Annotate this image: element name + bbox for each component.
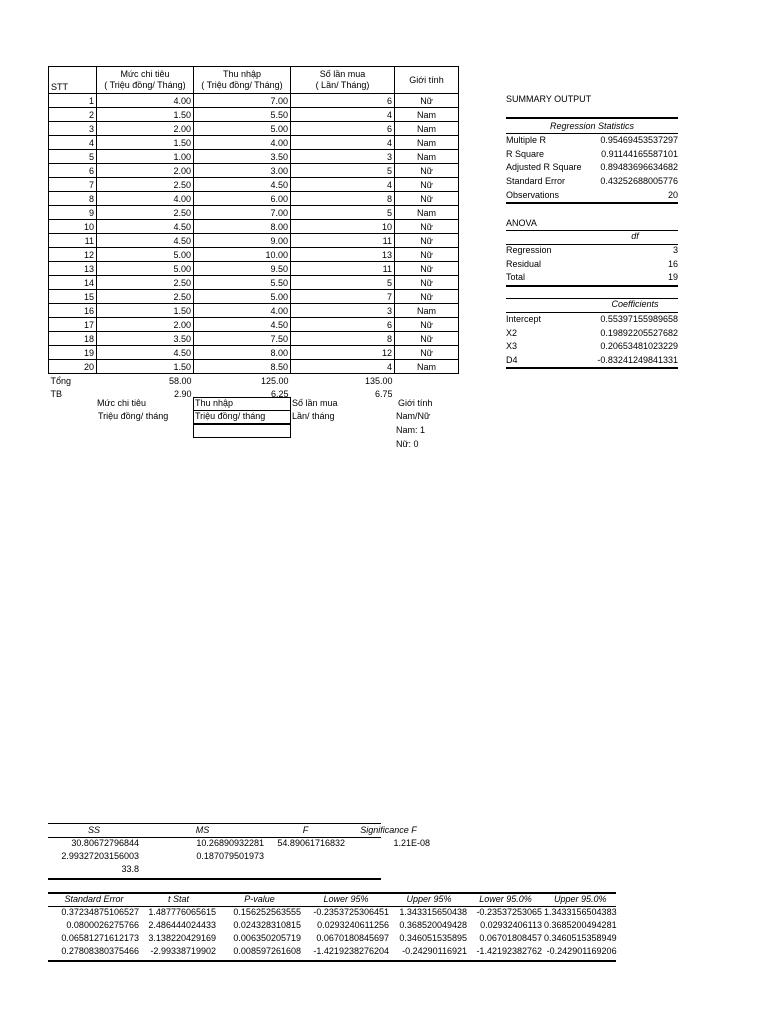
note-income-label: Thu nhập	[195, 398, 234, 408]
anova-detail-row	[48, 850, 431, 863]
coef-detail-cell: 0.024328310815	[233, 920, 301, 930]
coef-detail-cell: 0.368520049428	[399, 920, 467, 930]
row-spending: 1.00	[97, 150, 194, 164]
coef-row	[506, 340, 678, 353]
row-income: 3.50	[194, 150, 291, 164]
coef-detail-header: t Stat	[167, 894, 189, 904]
coef-detail-cell: 0.0800026275766	[66, 920, 139, 930]
row-purchases: 13	[291, 248, 395, 262]
anova-label: Regression	[506, 245, 552, 255]
row-purchases: 3	[291, 150, 395, 164]
anova-row	[506, 244, 678, 257]
row-income: 10.00	[194, 248, 291, 262]
row-stt: 10	[49, 220, 97, 234]
coef-bottom-rule	[506, 367, 678, 369]
coef-value: 0.19892205527682	[600, 327, 678, 338]
row-purchases: 4	[291, 360, 395, 374]
table-row	[49, 94, 459, 108]
coef-detail-cell: -0.24290116921	[402, 946, 467, 956]
row-purchases: 7	[291, 290, 395, 304]
row-gender: Nữ	[395, 164, 459, 178]
row-gender: Nữ	[395, 234, 459, 248]
regstat-value: 0.43252688005776	[600, 176, 678, 187]
row-spending: 2.50	[97, 290, 194, 304]
header-purchases-line2: ( Lần/ Tháng)	[315, 80, 370, 90]
row-purchases: 4	[291, 136, 395, 150]
table-row	[49, 150, 459, 164]
table-row	[49, 262, 459, 276]
data-table	[48, 66, 459, 400]
row-purchases: 4	[291, 108, 395, 122]
row-gender: Nam	[395, 108, 459, 122]
header-stt: STT	[49, 67, 97, 94]
coef-detail-cell: 0.06581271612173	[61, 933, 139, 943]
anova-detail-cell: 30.80672796844	[71, 838, 139, 848]
row-gender: Nữ	[395, 94, 459, 108]
row-gender: Nữ	[395, 318, 459, 332]
note-spending-unit: Triệu đồng/ tháng	[98, 411, 169, 421]
row-stt: 11	[49, 234, 97, 248]
row-stt: 3	[49, 122, 97, 136]
regstat-row	[506, 189, 678, 202]
total-row-income: 125.00	[260, 375, 289, 386]
coef-detail-header: P-value	[244, 894, 275, 904]
coef-value: 0.20653481023229	[600, 341, 678, 352]
row-spending: 4.00	[97, 94, 194, 108]
row-spending: 4.50	[97, 346, 194, 360]
row-gender: Nam	[395, 122, 459, 136]
coef-detail-header-row	[48, 893, 618, 906]
row-income: 4.50	[194, 318, 291, 332]
row-income: 7.00	[194, 94, 291, 108]
table-row	[49, 332, 459, 346]
row-income: 5.50	[194, 108, 291, 122]
average-row-label: TB	[50, 388, 63, 399]
note-gender-female: Nữ: 0	[396, 439, 419, 449]
row-stt: 5	[49, 150, 97, 164]
coef-detail-header: Upper 95%	[406, 894, 452, 904]
coef-detail-header: Lower 95.0%	[479, 894, 532, 904]
coef-detail-cell: -0.2353725306451	[313, 907, 389, 917]
note-gender-label: Giới tính	[398, 398, 433, 408]
anova-detail-cell: 0.187079501973	[196, 851, 264, 861]
row-stt: 20	[49, 360, 97, 374]
regstat-row	[506, 148, 678, 161]
coef-detail-cell: 0.27808380375466	[61, 946, 139, 956]
table-row	[49, 318, 459, 332]
row-income: 8.00	[194, 220, 291, 234]
table-row	[49, 206, 459, 220]
row-stt: 7	[49, 178, 97, 192]
row-spending: 1.50	[97, 108, 194, 122]
total-row-spend: 58.00	[168, 375, 192, 386]
table-row	[49, 178, 459, 192]
note-purchases-unit: Lần/ tháng	[292, 411, 335, 421]
row-purchases: 5	[291, 164, 395, 178]
regstat-value: 0.89483696634682	[600, 162, 678, 173]
row-spending: 1.50	[97, 360, 194, 374]
row-gender: Nữ	[395, 262, 459, 276]
header-purchases-line1: Số lần mua	[319, 69, 366, 79]
row-stt: 12	[49, 248, 97, 262]
coef-detail-row	[48, 919, 618, 932]
row-gender: Nữ	[395, 192, 459, 206]
regstats-title: Regression Statistics	[549, 121, 635, 131]
row-stt: 13	[49, 262, 97, 276]
anova-label: Total	[506, 272, 526, 283]
row-spending: 2.50	[97, 178, 194, 192]
anova-detail-cell	[346, 863, 431, 876]
anova-detail-header: SS	[87, 825, 100, 835]
total-row-empty	[395, 374, 459, 388]
row-purchases: 10	[291, 220, 395, 234]
table-row	[49, 248, 459, 262]
row-spending: 3.50	[97, 332, 194, 346]
header-spending	[97, 67, 194, 94]
coef-detail-cell: 0.346051535895	[399, 933, 467, 943]
row-stt: 14	[49, 276, 97, 290]
anova-label: Residual	[506, 258, 542, 269]
coef-detail-row	[48, 945, 618, 958]
row-income: 4.50	[194, 178, 291, 192]
coef-header: Coefficients	[611, 299, 659, 309]
row-income: 8.00	[194, 346, 291, 360]
row-gender: Nữ	[395, 178, 459, 192]
row-spending: 5.00	[97, 248, 194, 262]
row-purchases: 11	[291, 234, 395, 248]
coef-detail-cell: -0.23537253065	[476, 907, 542, 917]
row-purchases: 3	[291, 304, 395, 318]
coef-detail-cell: -0.242901169206	[546, 946, 617, 956]
note-income-unit: Triệu đồng/ tháng	[195, 411, 266, 421]
total-row	[49, 374, 459, 388]
regstat-label: R Square	[506, 148, 545, 159]
row-spending: 2.00	[97, 318, 194, 332]
row-gender: Nữ	[395, 248, 459, 262]
note-gender-values: Nam/Nữ	[396, 411, 431, 421]
row-stt: 15	[49, 290, 97, 304]
row-purchases: 11	[291, 262, 395, 276]
anova-value: 3	[672, 245, 678, 255]
row-income: 9.50	[194, 262, 291, 276]
anova-detail-cell: 33.8	[121, 864, 139, 874]
anova-detail-cell	[140, 863, 265, 876]
regstat-value: 0.91144165587101	[601, 148, 678, 159]
coef-value: 0.55397155989658	[600, 314, 678, 324]
row-purchases: 12	[291, 346, 395, 360]
anova-value: 19	[667, 272, 678, 283]
row-income: 6.00	[194, 192, 291, 206]
coef-detail-cell: 0.02932406113	[480, 920, 542, 930]
coef-detail-cell: 0.3460515358949	[544, 933, 617, 943]
row-gender: Nữ	[395, 346, 459, 360]
row-gender: Nam	[395, 150, 459, 164]
coef-detail-cell: 0.3685200494281	[544, 920, 617, 930]
coef-detail-cell: 0.008597261608	[233, 946, 301, 956]
row-gender: Nam	[395, 206, 459, 220]
row-spending: 4.00	[97, 192, 194, 206]
row-purchases: 5	[291, 206, 395, 220]
table-row	[49, 276, 459, 290]
average-row-spend: 2.90	[173, 388, 192, 399]
anova-detail-cell: 10.26890932281	[196, 838, 264, 848]
anova-row	[506, 258, 678, 271]
row-purchases: 6	[291, 122, 395, 136]
total-row-label: Tổng	[50, 375, 72, 386]
header-income-line1: Thu nhập	[222, 69, 262, 79]
row-stt: 19	[49, 346, 97, 360]
row-stt: 2	[49, 108, 97, 122]
note-spending-label: Mức chi tiêu	[97, 398, 147, 408]
regstat-row	[506, 134, 678, 147]
coef-detail-row	[48, 932, 618, 945]
table-row	[49, 192, 459, 206]
coef-label: Intercept	[506, 314, 542, 324]
regstat-row	[506, 175, 678, 188]
coef-detail-cell: 0.0293240611256	[317, 920, 389, 930]
coef-detail-cell: 3.138220429169	[148, 933, 216, 943]
row-gender: Nam	[395, 136, 459, 150]
row-stt: 4	[49, 136, 97, 150]
header-gender: Giới tính	[395, 67, 459, 94]
anova-detail-cell	[265, 850, 346, 863]
anova-detail-header: F	[302, 825, 309, 835]
row-income: 5.50	[194, 276, 291, 290]
coef-row	[506, 354, 678, 367]
coef-detail-cell: -1.4219238276204	[313, 946, 389, 956]
table-row	[49, 122, 459, 136]
row-gender: Nam	[395, 360, 459, 374]
coef-detail-cell: 0.156252563555	[233, 907, 301, 917]
row-purchases: 8	[291, 332, 395, 346]
row-spending: 4.50	[97, 220, 194, 234]
table-row	[49, 304, 459, 318]
row-spending: 5.00	[97, 262, 194, 276]
table-row	[49, 164, 459, 178]
coef-detail-table	[48, 893, 618, 958]
anova-title: ANOVA	[506, 218, 537, 228]
regstats-bottom-rule	[506, 202, 678, 204]
coef-detail-cell: 1.3433156504383	[544, 907, 617, 917]
coef-detail-cell: 0.06701808457	[479, 933, 542, 943]
anova-bottom-rule	[506, 285, 678, 287]
regstat-value: 20	[667, 189, 678, 200]
coef-detail-bottom-rule	[48, 960, 616, 962]
anova-detail-cell: 2.99327203156003	[61, 851, 139, 861]
coef-label: X3	[506, 341, 518, 352]
row-income: 4.00	[194, 304, 291, 318]
anova-detail-header: MS	[195, 825, 210, 835]
coef-detail-cell: -1.42192382762	[476, 946, 542, 956]
row-purchases: 6	[291, 94, 395, 108]
row-income: 7.50	[194, 332, 291, 346]
row-purchases: 4	[291, 178, 395, 192]
anova-detail-row	[48, 837, 431, 850]
header-income	[194, 67, 291, 94]
table-row	[49, 290, 459, 304]
table-row	[49, 234, 459, 248]
header-row	[49, 67, 459, 94]
row-income: 8.50	[194, 360, 291, 374]
note-income-box-3	[193, 424, 291, 438]
coef-detail-header: Upper 95.0%	[554, 894, 607, 904]
row-spending: 1.50	[97, 136, 194, 150]
summary-title: SUMMARY OUTPUT	[506, 94, 592, 104]
anova-detail-row	[48, 863, 431, 876]
row-income: 9.00	[194, 234, 291, 248]
row-purchases: 8	[291, 192, 395, 206]
coef-detail-cell: 0.37234875106527	[61, 907, 139, 917]
coef-detail-cell: 1.487776065615	[148, 907, 216, 917]
row-gender: Nữ	[395, 276, 459, 290]
row-stt: 8	[49, 192, 97, 206]
row-stt: 9	[49, 206, 97, 220]
regstat-row	[506, 161, 678, 174]
coef-detail-cell: 1.343315650438	[399, 907, 467, 917]
row-income: 5.00	[194, 290, 291, 304]
anova-detail-header-rule	[48, 837, 381, 838]
row-stt: 16	[49, 304, 97, 318]
note-gender-male: Nam: 1	[396, 425, 426, 435]
row-stt: 18	[49, 332, 97, 346]
row-stt: 17	[49, 318, 97, 332]
header-spending-line1: Mức chi tiêu	[120, 69, 170, 79]
header-purchases	[291, 67, 395, 94]
coef-row	[506, 327, 678, 340]
row-stt: 1	[49, 94, 97, 108]
anova-detail-header-row	[48, 824, 431, 837]
row-gender: Nam	[395, 304, 459, 318]
regstats-top-rule	[506, 117, 678, 119]
coef-detail-cell: -2.99338719902	[150, 946, 216, 956]
row-income: 4.00	[194, 136, 291, 150]
anova-detail-bottom-rule	[48, 878, 381, 880]
coef-detail-row	[48, 906, 618, 919]
row-gender: Nữ	[395, 332, 459, 346]
header-income-line2: ( Triệu đồng/ Tháng)	[201, 80, 283, 90]
row-spending: 2.00	[97, 164, 194, 178]
row-spending: 2.50	[97, 276, 194, 290]
row-gender: Nữ	[395, 220, 459, 234]
regstat-label: Observations	[506, 189, 560, 200]
coef-detail-header-rule	[48, 906, 616, 907]
anova-detail-header: Significance F	[360, 825, 417, 835]
anova-row	[506, 271, 678, 284]
row-spending: 4.50	[97, 234, 194, 248]
row-spending: 2.00	[97, 122, 194, 136]
coef-detail-header: Standard Error	[64, 894, 124, 904]
regstat-label: Multiple R	[506, 135, 547, 145]
row-income: 7.00	[194, 206, 291, 220]
regstat-value: 0.95469453537297	[600, 135, 678, 145]
row-stt: 6	[49, 164, 97, 178]
table-row	[49, 346, 459, 360]
regstat-label: Standard Error	[506, 176, 566, 187]
row-spending: 2.50	[97, 206, 194, 220]
total-row-purchases: 135.00	[364, 375, 393, 386]
anova-detail-cell: 54.89061716832	[277, 838, 345, 848]
note-purchases-label: Số lần mua	[292, 398, 338, 408]
coef-detail-header: Lower 95%	[323, 894, 369, 904]
table-row	[49, 360, 459, 374]
row-gender: Nữ	[395, 290, 459, 304]
anova-detail-cell	[346, 850, 431, 863]
row-income: 5.00	[194, 122, 291, 136]
coef-detail-cell: 0.006350205719	[233, 933, 301, 943]
average-row-income: 6.25	[270, 388, 289, 399]
table-row	[49, 136, 459, 150]
regstat-label: Adjusted R Square	[506, 162, 582, 173]
coef-label: D4	[506, 355, 518, 366]
average-row-purchases: 6.75	[374, 388, 393, 399]
row-purchases: 6	[291, 318, 395, 332]
coef-value: -0.83241249841331	[597, 355, 678, 366]
anova-detail-cell: 1.21E-08	[393, 838, 430, 848]
anova-value: 16	[667, 258, 678, 269]
anova-detail-cell	[265, 863, 346, 876]
coef-row	[506, 313, 678, 326]
coef-detail-cell: 2.486444024433	[148, 920, 216, 930]
table-row	[49, 220, 459, 234]
row-purchases: 5	[291, 276, 395, 290]
coef-detail-cell: 0.0670180845697	[316, 933, 389, 943]
anova-detail-table	[48, 824, 431, 876]
header-spending-line2: ( Triệu đồng/ Tháng)	[104, 80, 186, 90]
row-income: 3.00	[194, 164, 291, 178]
coef-label: X2	[506, 327, 518, 338]
table-row	[49, 108, 459, 122]
row-spending: 1.50	[97, 304, 194, 318]
anova-df-header: df	[631, 231, 639, 241]
